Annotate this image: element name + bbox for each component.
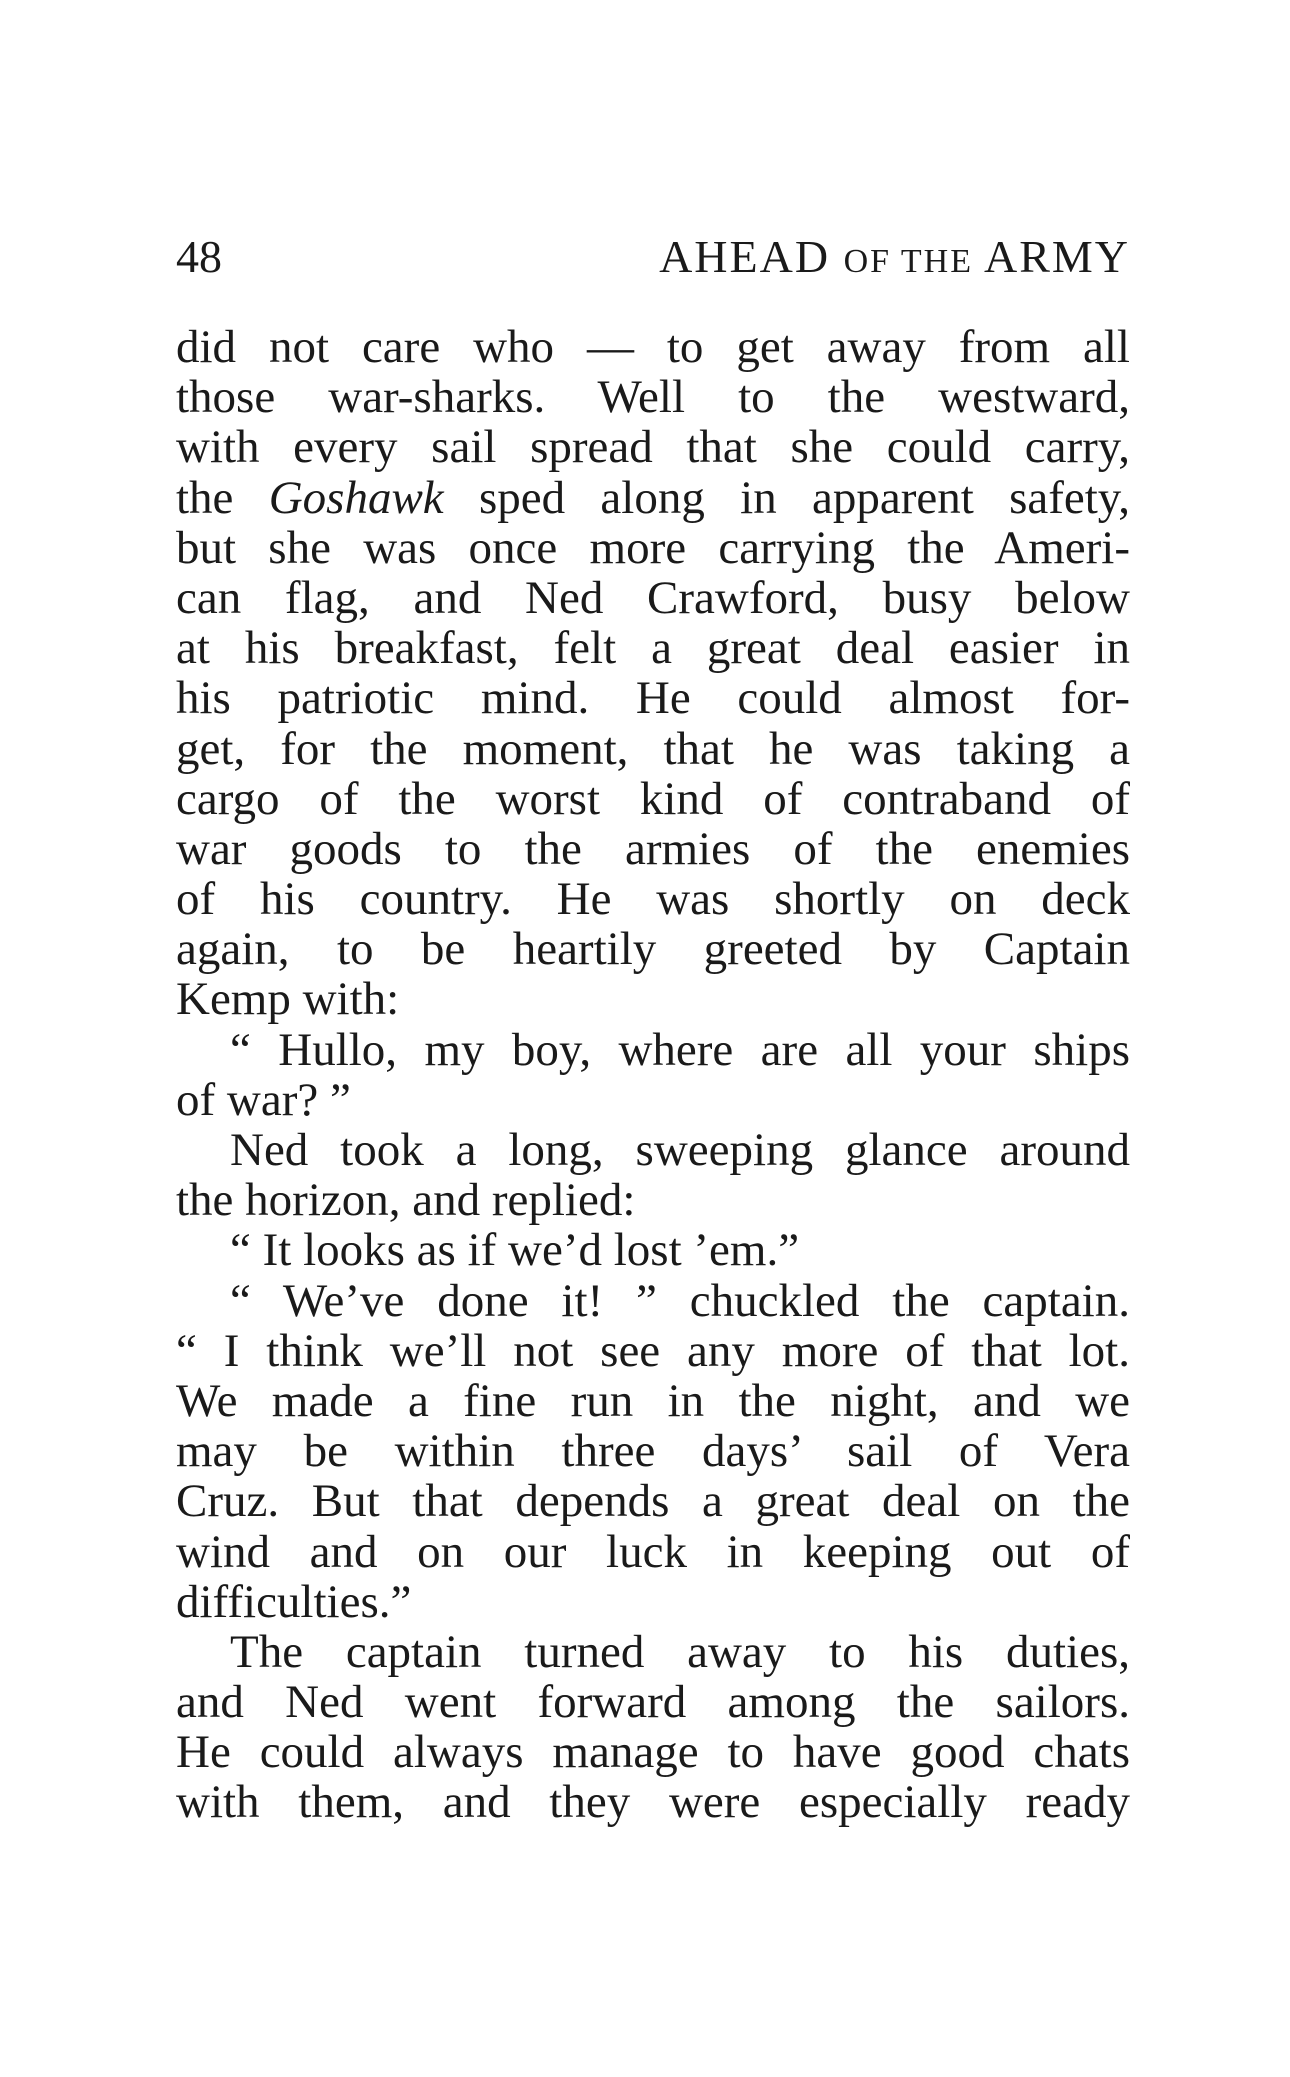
text-segment: He could always manage to have good chats (176, 1727, 1130, 1778)
running-title-part: ARMY (973, 231, 1130, 282)
text-segment: “ Hullo, my boy, where are all your ships (230, 1024, 1130, 1075)
text-line (176, 1627, 1130, 1677)
text-segment: may be within three days’ sail of Vera (176, 1426, 1130, 1477)
text-segment: get, for the moment, that he was taking a (176, 723, 1130, 774)
text-segment: those war-sharks. Well to the westward, (176, 372, 1130, 423)
text-segment: the (176, 472, 269, 523)
text-segment: of his country. He was shortly on deck (176, 874, 1130, 925)
text-line (176, 322, 1130, 372)
text-line (176, 372, 1130, 422)
page-number: 48 (176, 231, 222, 282)
text-segment: “ I think we’ll not see any more of that lot. (176, 1325, 1130, 1376)
text-line (176, 673, 1130, 723)
text-line (176, 874, 1130, 924)
text-segment: difficulties.” (176, 1576, 412, 1627)
text-segment: wind and on our luck in keeping out of (176, 1526, 1130, 1577)
running-head (176, 222, 1130, 292)
text-segment: can flag, and Ned Crawford, busy below (176, 572, 1130, 624)
text-line (176, 573, 1130, 623)
text-segment: Kemp with: (176, 974, 400, 1025)
text-segment: at his breakfast, felt a great deal easier in (176, 623, 1130, 674)
text-line (176, 1727, 1130, 1777)
text-line (176, 1777, 1130, 1827)
text-line (176, 924, 1130, 974)
text-segment: We made a fine run in the night, and we (176, 1375, 1130, 1427)
text-line (176, 1677, 1130, 1727)
text-line (176, 974, 1130, 1024)
text-line (176, 824, 1130, 874)
text-line (176, 422, 1130, 472)
text-line (176, 1225, 1130, 1275)
text-line (176, 1326, 1130, 1376)
text-line (176, 1175, 1130, 1225)
text-line (176, 1025, 1130, 1075)
text-line (176, 1376, 1130, 1426)
text-line (176, 1276, 1130, 1326)
text-segment: cargo of the worst kind of contraband of (176, 773, 1130, 824)
text-line (176, 1426, 1130, 1476)
text-line (176, 774, 1130, 824)
running-title (659, 222, 1130, 297)
text-segment: war goods to the armies of the enemies (176, 823, 1130, 875)
text-line (176, 724, 1130, 774)
text-segment: again, to be heartily greeted by Captain (176, 924, 1130, 975)
text-line (176, 1577, 1130, 1627)
text-segment: sped along in apparent safety, (443, 472, 1130, 523)
text-segment: Ned took a long, sweeping glance around (230, 1125, 1130, 1176)
text-line (176, 1527, 1130, 1577)
text-segment: of war? ” (176, 1074, 351, 1125)
text-line (176, 473, 1130, 523)
text-segment: with them, and they were especially ready (176, 1777, 1130, 1828)
text-segment: “ We’ve done it! ” chuckled the captain. (230, 1275, 1130, 1326)
text-line (176, 1476, 1130, 1526)
text-line (176, 1125, 1130, 1175)
running-title-part: OF THE (843, 243, 974, 280)
text-segment: with every sail spread that she could carry, (176, 422, 1130, 473)
text-segment: but she was once more carrying the Ameri- (176, 522, 1130, 573)
text-segment: did not care who — to get away from all (176, 322, 1130, 373)
text-segment: Cruz. But that depends a great deal on the (176, 1476, 1130, 1527)
text-segment: The captain turned away to his duties, (230, 1626, 1130, 1678)
text-segment: and Ned went forward among the sailors. (176, 1677, 1130, 1728)
text-line (176, 623, 1130, 673)
text-segment: “ It looks as if we’d lost ’em.” (230, 1225, 800, 1276)
body-text (176, 322, 1130, 1828)
text-line (176, 1075, 1130, 1125)
text-line (176, 523, 1130, 573)
text-segment: the horizon, and replied: (176, 1175, 636, 1226)
text-segment: his patriotic mind. He could almost for- (176, 673, 1130, 724)
ship-name: Goshawk (268, 472, 444, 523)
running-title-part: AHEAD (659, 231, 844, 282)
